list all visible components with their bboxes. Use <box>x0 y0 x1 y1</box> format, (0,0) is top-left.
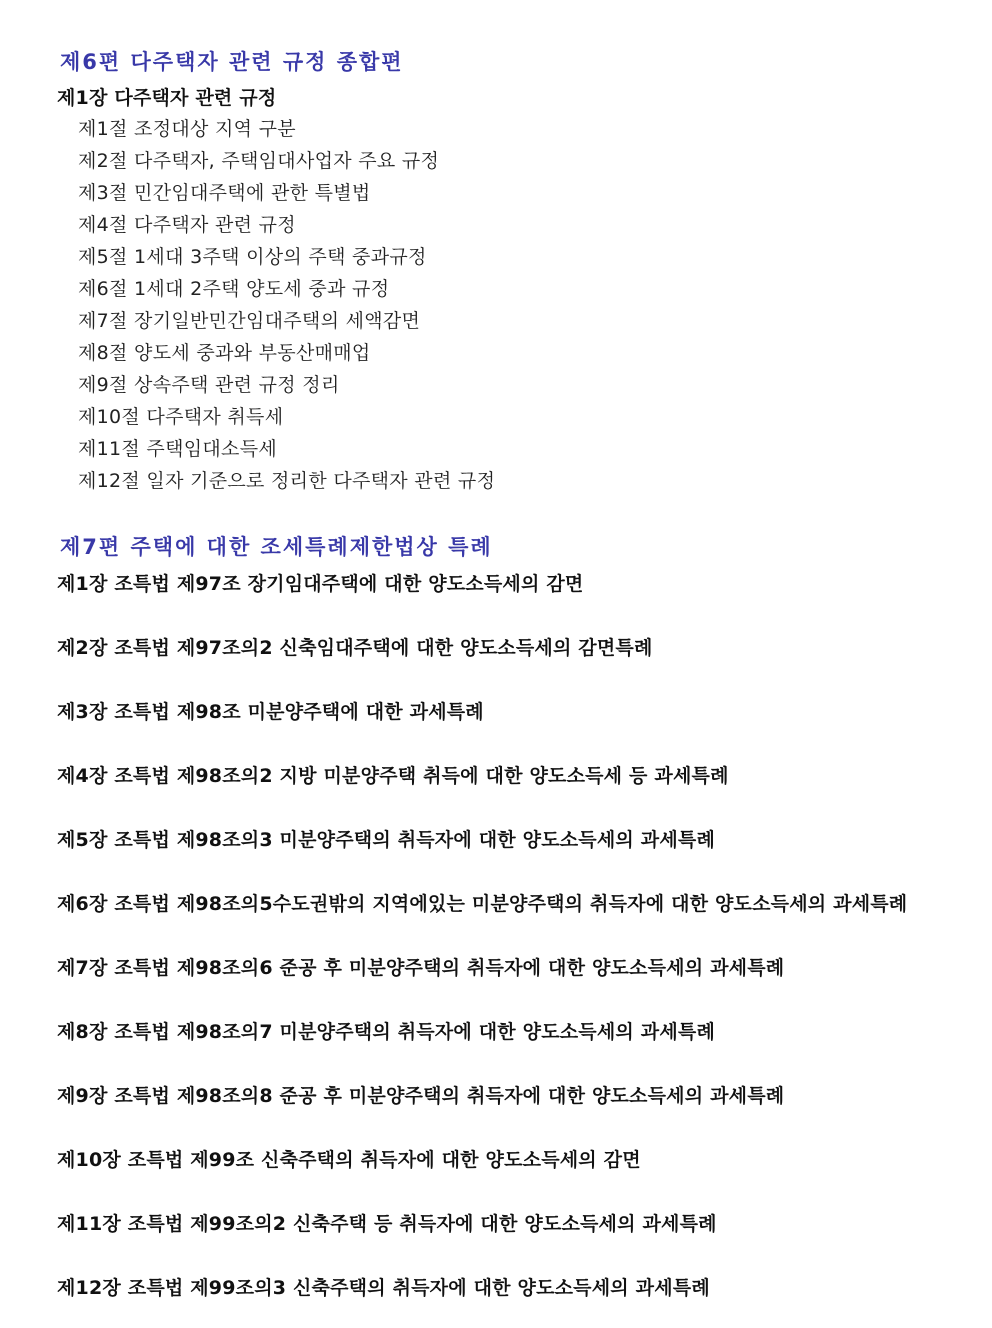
chapter-item: 제4장 조특법 제98조의2 지방 미분양주택 취득에 대한 양도소득세 등 과세특례 <box>57 765 729 787</box>
section-item: 제11절 주택임대소득세 <box>78 438 278 460</box>
part7-title: 제7편 주택에 대한 조세특례제한법상 특례 <box>60 535 493 559</box>
chapter-item: 제9장 조특법 제98조의8 준공 후 미분양주택의 취득자에 대한 양도소득세의 과세특례 <box>57 1085 785 1107</box>
chapter-item: 제10장 조특법 제99조 신축주택의 취득자에 대한 양도소득세의 감면 <box>57 1149 641 1171</box>
part6-chapter-1: 제1장 다주택자 관련 규정 <box>57 87 277 109</box>
section-item: 제7절 장기일반민간임대주택의 세액감면 <box>78 310 421 332</box>
part6-title: 제6편 다주택자 관련 규정 종합편 <box>60 50 404 74</box>
chapter-item: 제8장 조특법 제98조의7 미분양주택의 취득자에 대한 양도소득세의 과세특례 <box>57 1021 716 1043</box>
section-item: 제2절 다주택자, 주택임대사업자 주요 규정 <box>78 150 440 172</box>
chapter-item: 제6장 조특법 제98조의5수도권밖의 지역에있는 미분양주택의 취득자에 대한 양도소득세의 과세특례 <box>57 893 908 915</box>
chapter-item: 제2장 조특법 제97조의2 신축임대주택에 대한 양도소득세의 감면특례 <box>57 637 653 659</box>
chapter-item: 제11장 조특법 제99조의2 신축주택 등 취득자에 대한 양도소득세의 과세특례 <box>57 1213 717 1235</box>
section-item: 제10절 다주택자 취득세 <box>78 406 284 428</box>
chapter-item: 제3장 조특법 제98조 미분양주택에 대한 과세특례 <box>57 701 484 723</box>
section-item: 제5절 1세대 3주택 이상의 주택 중과규정 <box>78 246 427 268</box>
section-item: 제1절 조정대상 지역 구분 <box>78 118 296 140</box>
section-item: 제12절 일자 기준으로 정리한 다주택자 관련 규정 <box>78 470 496 492</box>
section-item: 제6절 1세대 2주택 양도세 중과 규정 <box>78 278 390 300</box>
section-item: 제4절 다주택자 관련 규정 <box>78 214 296 236</box>
section-item: 제3절 민간임대주택에 관한 특별법 <box>78 182 371 204</box>
chapter-item: 제5장 조특법 제98조의3 미분양주택의 취득자에 대한 양도소득세의 과세특례 <box>57 829 716 851</box>
chapter-item: 제1장 조특법 제97조 장기임대주택에 대한 양도소득세의 감면 <box>57 573 584 595</box>
chapter-item: 제7장 조특법 제98조의6 준공 후 미분양주택의 취득자에 대한 양도소득세의 과세특례 <box>57 957 785 979</box>
section-item: 제8절 양도세 중과와 부동산매매업 <box>78 342 371 364</box>
chapter-item: 제12장 조특법 제99조의3 신축주택의 취득자에 대한 양도소득세의 과세특례 <box>57 1277 710 1299</box>
section-item: 제9절 상속주택 관련 규정 정리 <box>78 374 340 396</box>
